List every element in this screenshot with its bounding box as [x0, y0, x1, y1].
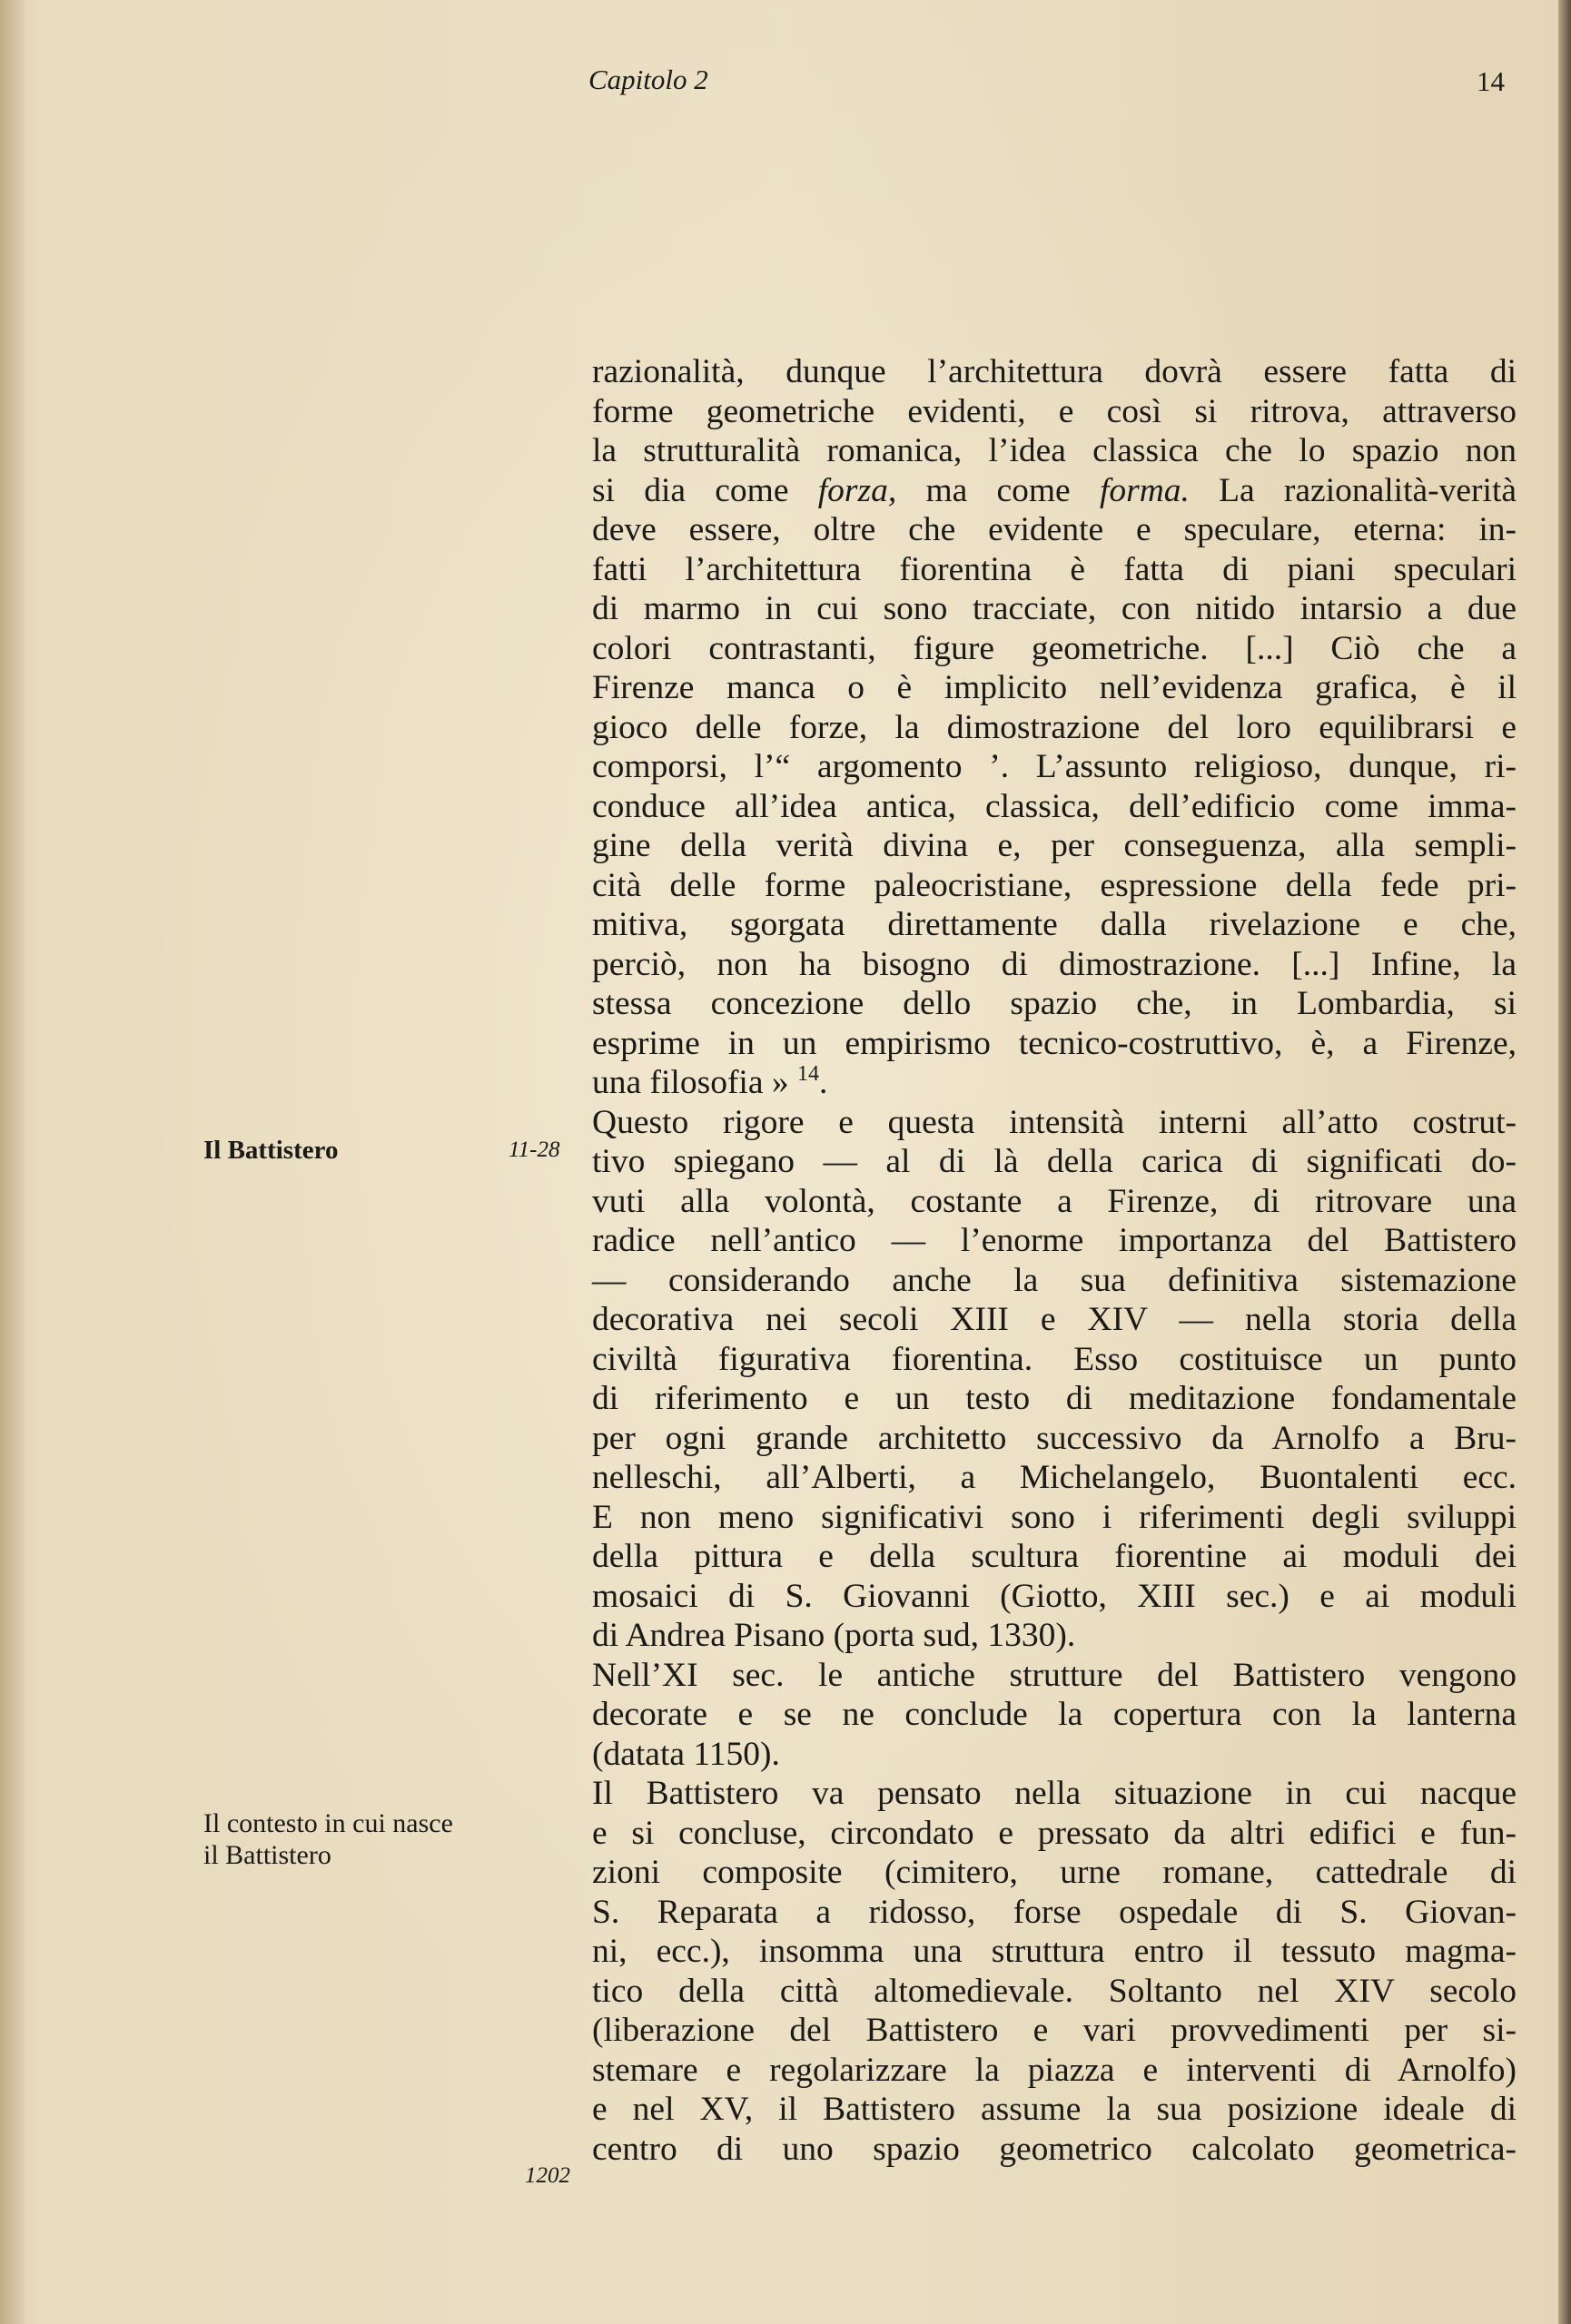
- text-line: nelleschi, all’Alberti, a Michelangelo, Buontalenti ecc.: [592, 1459, 1517, 1496]
- main-text-column: [592, 352, 1517, 2169]
- text-line: di riferimento e un testo di meditazione fondamentale: [592, 1380, 1517, 1417]
- text-line: decorate e se ne conclude la copertura con la lanterna: [592, 1696, 1517, 1733]
- text-line: — considerando anche la sua definitiva sistemazione: [592, 1261, 1517, 1299]
- margin-ref-year: 1202: [525, 2163, 570, 2188]
- text-line: deve essere, oltre che evidente e speculare, eterna: in-: [592, 511, 1517, 548]
- text-line: mosaici di S. Giovanni (Giotto, XIII sec.) e ai moduli: [592, 1577, 1517, 1615]
- text-line: forme geometriche evidenti, e così si ritrova, attraverso: [592, 392, 1517, 430]
- margin-heading-battistero: Il Battistero: [203, 1136, 339, 1165]
- text-line: (liberazione del Battistero e vari provvedimenti per si-: [592, 2012, 1517, 2049]
- text-line: centro di uno spazio geometrico calcolato geometrica-: [592, 2130, 1517, 2168]
- margin-heading-contesto-line1: Il contesto in cui nasce: [203, 1808, 453, 1838]
- text-line: cità delle forme paleocristiane, espressione della fede pri-: [592, 866, 1517, 904]
- text-line: esprime in un empirismo tecnico-costruttivo, è, a Firenze,: [592, 1024, 1517, 1062]
- text-segment: una filosofia »: [592, 1064, 789, 1101]
- text-line: fatti l’architettura fiorentina è fatta di piani speculari: [592, 550, 1517, 588]
- italic-word-forza: forza,: [817, 471, 897, 509]
- text-line: razionalità, dunque l’architettura dovrà essere fatta di: [592, 353, 1517, 390]
- text-line: tivo spiegano — al di là della carica di significati do-: [592, 1143, 1517, 1180]
- text-segment: La razionalità-verità: [1219, 471, 1517, 509]
- text-line: zioni composite (cimitero, urne romane, cattedrale di: [592, 1854, 1517, 1891]
- text-line: conduce all’idea antica, classica, dell’edificio come imma-: [592, 787, 1517, 825]
- text-line: gine della verità divina e, per conseguenza, alla sempli-: [592, 827, 1517, 864]
- text-line: radice nell’antico — l’enorme importanza del Battistero: [592, 1222, 1517, 1259]
- text-line: decorativa nei secoli XIII e XIV — nella storia della: [592, 1301, 1517, 1338]
- text-line: gioco delle forze, la dimostrazione del loro equilibrarsi e: [592, 708, 1517, 746]
- text-line: Firenze manca o è implicito nell’evidenza grafica, è il: [592, 669, 1517, 706]
- text-line: la strutturalità romanica, l’idea classica che lo spazio non: [592, 432, 1517, 469]
- text-line: per ogni grande architetto successivo da Arnolfo a Bru-: [592, 1419, 1517, 1457]
- text-line: stemare e regolarizzare la piazza e interventi di Arnolfo): [592, 2051, 1517, 2089]
- text-line: e si concluse, circondato e pressato da altri edifici e fun-: [592, 1814, 1517, 1852]
- text-line: e nel XV, il Battistero assume la sua posizione ideale di: [592, 2091, 1517, 2128]
- text-line-with-italics: [592, 471, 1517, 511]
- text-line: E non meno significativi sono i riferimenti degli sviluppi: [592, 1498, 1517, 1536]
- text-line: mitiva, sgorgata direttamente dalla rivelazione e che,: [592, 906, 1517, 943]
- text-line: (datata 1150).: [592, 1735, 780, 1773]
- text-line: colori contrastanti, figure geometriche. [...] Ciò che a: [592, 629, 1517, 667]
- page-left-edge-shadow: [0, 0, 27, 2324]
- text-line: di marmo in cui sono tracciate, con nitido intarsio a due: [592, 590, 1517, 627]
- book-spine-edge: [1558, 0, 1571, 2324]
- text-line: Nell’XI sec. le antiche strutture del Battistero vengono: [592, 1656, 1517, 1694]
- margin-heading-contesto-line2: il Battistero: [203, 1840, 331, 1870]
- text-line: della pittura e della scultura fiorentine ai moduli dei: [592, 1538, 1517, 1575]
- text-line: stessa concezione dello spazio che, in Lombardia, si: [592, 985, 1517, 1022]
- text-line: vuti alla volontà, costante a Firenze, di ritrovare una: [592, 1182, 1517, 1220]
- text-line: civiltà figurativa fiorentina. Esso costituisce un punto: [592, 1340, 1517, 1378]
- page-number: 14: [1477, 65, 1505, 97]
- text-segment: ma come: [925, 471, 1071, 509]
- footnote-marker: 14: [797, 1062, 819, 1086]
- italic-word-forma: forma.: [1099, 471, 1190, 509]
- text-line: ni, ecc.), insomma una struttura entro il tessuto magma-: [592, 1933, 1517, 1970]
- text-line: di Andrea Pisano (porta sud, 1330).: [592, 1617, 1076, 1654]
- text-segment: .: [819, 1064, 828, 1101]
- text-line: Il Battistero va pensato nella situazione in cui nacque: [592, 1775, 1517, 1812]
- text-line-quote-end: [592, 1063, 1517, 1103]
- text-line: tico della città altomedievale. Soltanto nel XIV secolo: [592, 1972, 1517, 2010]
- running-head-chapter: Capitolo 2: [588, 64, 708, 95]
- text-line: perciò, non ha bisogno di dimostrazione. [...] Infine, la: [592, 945, 1517, 983]
- text-line: comporsi, l’“ argomento ’. L’assunto religioso, dunque, ri-: [592, 748, 1517, 785]
- margin-ref-figures: 11-28: [509, 1137, 560, 1162]
- text-line: Questo rigore e questa intensità interni all’atto costrut-: [592, 1103, 1517, 1141]
- text-line: S. Reparata a ridosso, forse ospedale di S. Giovan-: [592, 1893, 1517, 1931]
- text-segment: si dia come: [592, 471, 789, 509]
